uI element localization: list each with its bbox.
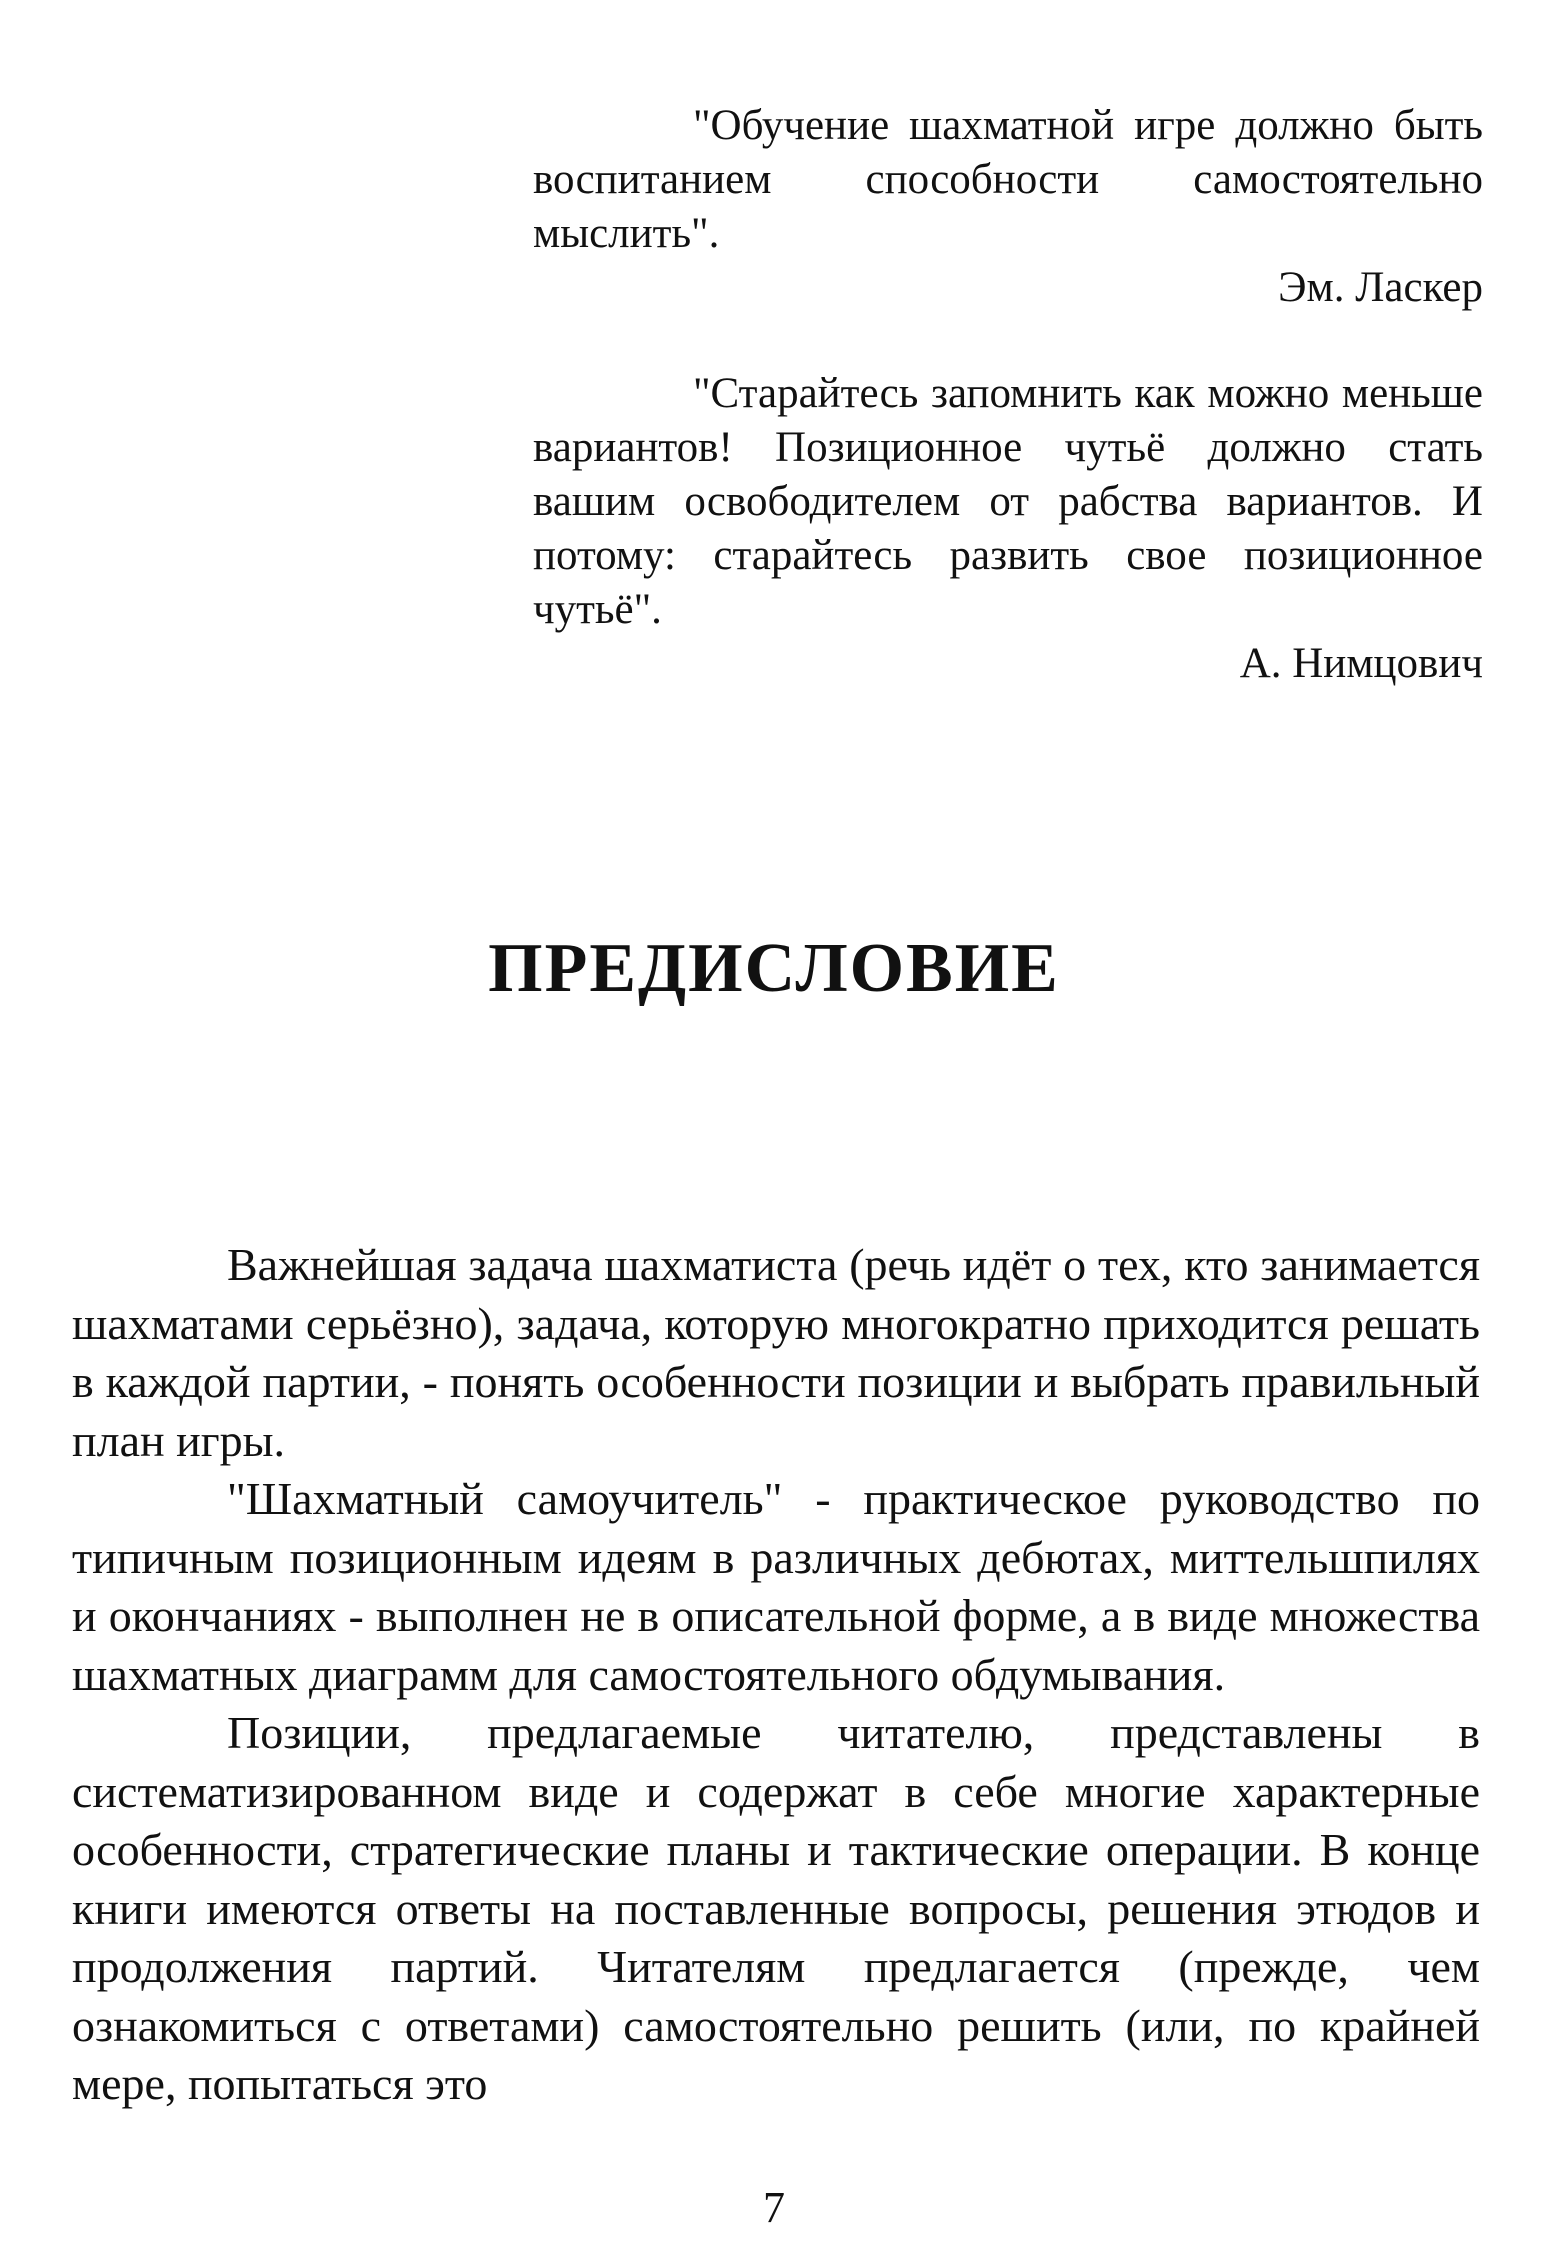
epigraph-author: А. Нимцович [1239,640,1483,687]
epigraph-quote: "Обучение шахматной игре должно быть воспитанием способности самостоятельно мыслить". [533,102,1483,257]
paragraph: Позиции, предлагаемые читателю, представлены в систематизированном виде и содержат в себе многие характерные особенности, стратегические планы и тактические операции. В конце книги имеются ответы на поставленные вопросы, решения этюдов и продолжения партий. Читателям предлагается (прежде, чем ознакомиться с ответами) самостоятельно решить (или, по крайней мере, попытаться это [72,1707,1480,2109]
chapter-title: ПРЕДИСЛОВИЕ [488,930,1060,1007]
epigraph-nimzowitsch [533,367,1483,691]
epigraph-lasker [533,99,1483,315]
page-number: 7 [763,2183,785,2232]
epigraph-author: Эм. Ласкер [1278,264,1483,311]
preface-body [72,1236,1480,2114]
paragraph: Важнейшая задача шахматиста (речь идёт о тех, кто занимается шахматами серьёзно), задача, которую многократно приходится решать в каждой партии, - понять особенности позиции и выбрать правильный план игры. [72,1239,1480,1466]
epigraph-quote: "Старайтесь запомнить как можно меньше вариантов! Позиционное чутьё должно стать вашим освободителем от рабства вариантов. И потому: старайтесь развить свое позиционное чутьё". [533,370,1483,633]
paragraph: "Шахматный самоучитель" - практическое руководство по типичным позиционным идеям в различных дебютах, миттельшпилях и окончаниях - выполнен не в описательной форме, а в виде множества шахматных диаграмм для самостоятельного обдумывания. [72,1473,1480,1700]
